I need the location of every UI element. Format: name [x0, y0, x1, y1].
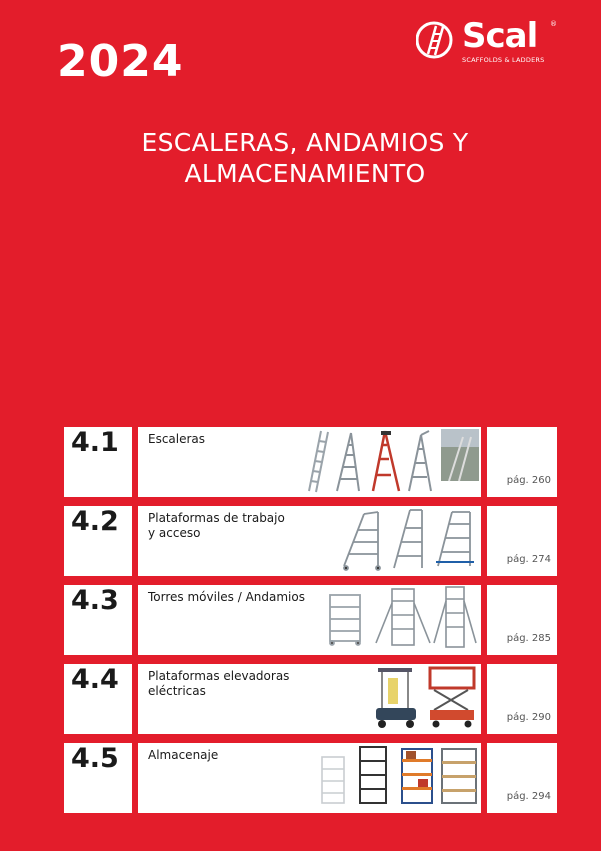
scissor-lift-image [430, 668, 474, 728]
page-reference: pág. 274 [506, 554, 551, 565]
section-label [148, 590, 328, 605]
section-row-4-3[interactable] [64, 585, 557, 655]
section-label [148, 432, 308, 447]
section-label-line: Torres móviles / Andamios [148, 590, 305, 604]
section-label-line: Plataformas de trabajo [148, 511, 285, 525]
title-line-1: ESCALERAS, ANDAMIOS Y [141, 128, 469, 157]
page-reference-box [487, 743, 557, 813]
page-reference-box [487, 506, 557, 576]
section-images [303, 427, 481, 497]
section-number-box [64, 585, 132, 655]
scal-logo [416, 16, 557, 70]
section-row-4-4[interactable] [64, 664, 557, 734]
page-reference: pág. 290 [506, 712, 551, 723]
step-ladder-image [373, 431, 399, 491]
title-line-2: ALMACENAMIENTO [184, 159, 426, 188]
section-row-4-5[interactable] [64, 743, 557, 813]
section-row-4-2[interactable] [64, 506, 557, 576]
section-number: 4.4 [71, 664, 119, 695]
section-number: 4.5 [71, 743, 119, 774]
section-row-4-1[interactable] [64, 427, 557, 497]
section-images [324, 585, 480, 655]
section-images [338, 506, 478, 576]
black-shelving-image [360, 747, 386, 803]
section-images [318, 743, 480, 813]
ladder-photo-image [441, 429, 479, 481]
page-reference-box [487, 664, 557, 734]
mobile-tower-image [330, 595, 360, 645]
brand-tagline: SCAFFOLDS & LADDERS [462, 56, 545, 64]
section-label-line: Almacenaje [148, 748, 219, 762]
section-number: 4.3 [71, 585, 119, 616]
white-shelving-image [322, 757, 344, 803]
page-title [100, 127, 510, 189]
section-label-line: eléctricas [148, 684, 206, 698]
registered-mark: ® [550, 20, 557, 28]
work-platform-image [394, 510, 422, 568]
page-reference: pág. 260 [506, 475, 551, 486]
section-number-box [64, 506, 132, 576]
section-label [148, 669, 308, 699]
section-label-box [138, 743, 481, 813]
page-reference: pág. 285 [506, 633, 551, 644]
section-number-box [64, 743, 132, 813]
section-label-box [138, 664, 481, 734]
extension-ladder-image [337, 433, 359, 491]
section-label-line: Plataformas elevadoras [148, 669, 290, 683]
section-label [148, 511, 308, 541]
section-label [148, 748, 308, 763]
year-heading: 2024 [57, 36, 184, 87]
section-label-box [138, 506, 481, 576]
section-label-line: y acceso [148, 526, 201, 540]
section-label-box [138, 427, 481, 497]
work-platform-image [344, 512, 380, 570]
scaffold-tower-image [376, 589, 430, 645]
section-number-box [64, 427, 132, 497]
section-images [370, 664, 480, 734]
electric-lift-image [376, 668, 416, 728]
page-reference-box [487, 427, 557, 497]
brand-name: Scal [462, 16, 538, 56]
step-platform-image [409, 431, 431, 491]
ladder-image [309, 431, 328, 492]
work-platform-image [436, 512, 474, 566]
page-reference: pág. 294 [506, 791, 551, 802]
section-label-line: Escaleras [148, 432, 206, 446]
orange-shelving-image [402, 749, 432, 803]
grey-shelving-image [442, 749, 476, 803]
page-reference-box [487, 585, 557, 655]
section-number-box [64, 664, 132, 734]
section-label-box [138, 585, 481, 655]
logo-ladder-icon [416, 20, 456, 60]
section-number: 4.2 [71, 506, 119, 537]
scaffold-tower-image [434, 587, 476, 647]
section-number: 4.1 [71, 427, 119, 458]
